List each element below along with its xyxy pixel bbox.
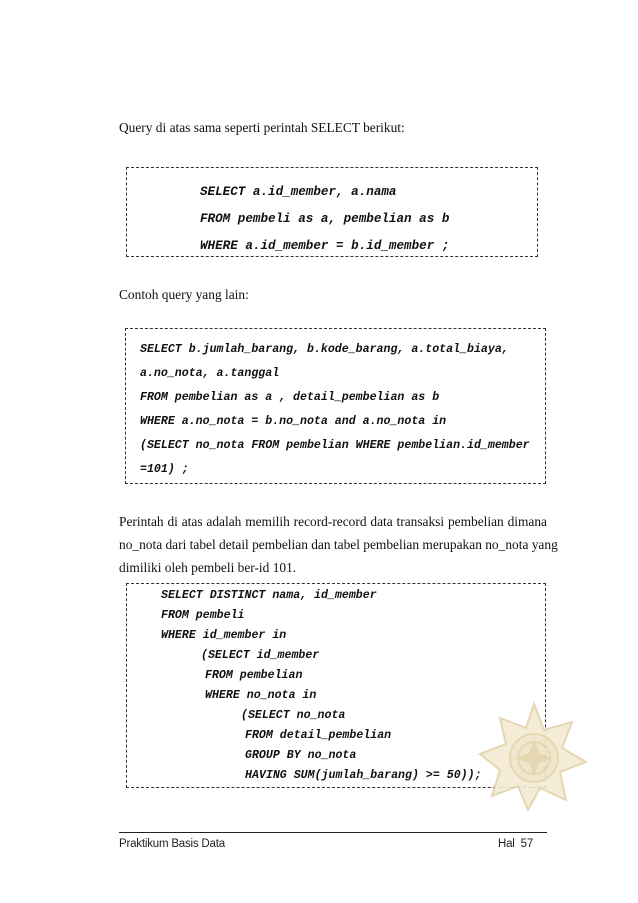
footer-page-number: Hal 57 bbox=[498, 838, 534, 850]
code-line: =101) ; bbox=[140, 463, 189, 476]
code-line: FROM pembeli as a, pembelian as b bbox=[200, 212, 450, 226]
explanation-paragraph bbox=[119, 510, 558, 579]
code-line: SELECT a.id_member, a.nama bbox=[200, 185, 397, 199]
code-line: WHERE no_nota in bbox=[205, 689, 317, 702]
footer-course-title: Praktikum Basis Data bbox=[119, 838, 225, 850]
code-line: GROUP BY no_nota bbox=[245, 749, 357, 762]
code-line: WHERE a.no_nota = b.no_nota and a.no_nota in bbox=[140, 415, 447, 428]
paragraph-line: Perintah di atas adalah memilih record-record data transaksi pembelian dimana bbox=[119, 514, 547, 529]
code-line: SELECT b.jumlah_barang, b.kode_barang, a.total_biaya, bbox=[140, 343, 509, 356]
code-line: (SELECT id_member bbox=[201, 649, 320, 662]
code-line: FROM pembelian as a , detail_pembelian as b bbox=[140, 391, 440, 404]
code-line: WHERE a.id_member = b.id_member ; bbox=[200, 239, 450, 253]
code-line: a.no_nota, a.tanggal bbox=[140, 367, 280, 380]
paragraph-line: no_nota dari tabel detail pembelian dan tabel pembelian merupakan no_nota yang bbox=[119, 537, 558, 552]
paragraph-line: dimiliki oleh pembeli ber-id 101. bbox=[119, 560, 297, 575]
code-line: FROM detail_pembelian bbox=[245, 729, 392, 742]
code-line: (SELECT no_nota FROM pembelian WHERE pembelian.id_member bbox=[140, 439, 530, 452]
code-line: FROM pembeli bbox=[161, 609, 245, 622]
code-block-1-text bbox=[200, 179, 449, 260]
code-line: WHERE id_member in bbox=[161, 629, 287, 642]
code-block-2-text bbox=[140, 338, 530, 482]
intro-paragraph: Query di atas sama seperti perintah SELECT berikut: bbox=[119, 120, 405, 135]
university-seal-icon bbox=[478, 700, 590, 812]
code-line: HAVING SUM(jumlah_barang) >= 50)); bbox=[245, 769, 482, 782]
example-intro-paragraph: Contoh query yang lain: bbox=[119, 287, 249, 302]
code-block-3-text bbox=[161, 586, 482, 786]
footer-rule bbox=[119, 832, 547, 833]
code-line: SELECT DISTINCT nama, id_member bbox=[161, 589, 377, 602]
code-line: (SELECT no_nota bbox=[241, 709, 346, 722]
code-line: FROM pembelian bbox=[205, 669, 303, 682]
